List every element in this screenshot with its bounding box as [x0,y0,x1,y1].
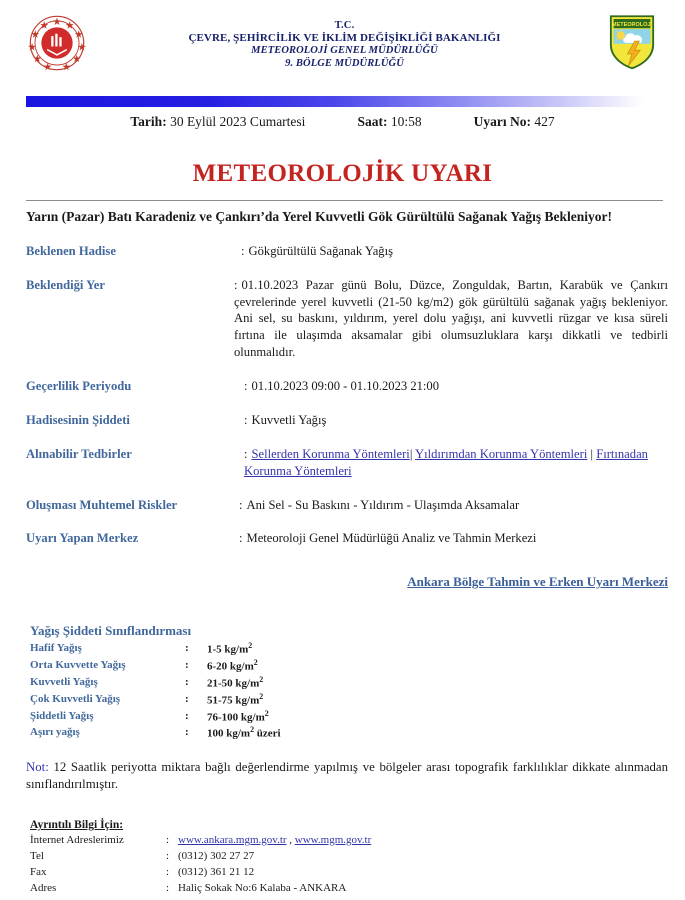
header-line-region: 9. BÖLGE MÜDÜRLÜĞÜ [285,57,404,69]
meta-date [130,114,305,130]
table-row [30,832,371,848]
website-separator: , [286,833,295,846]
footer-title: Ayrıntılı Bilgi İçin: [30,819,124,832]
classification-label-light: Hafif Yağış [30,641,82,654]
meta-time [357,114,421,130]
ministry-emblem-logo [26,14,88,72]
classification-value-very-strong [207,691,281,708]
classification-value-extreme-suffix: üzeri [254,728,281,741]
classification-label-severe: Şiddetli Yağış [30,709,94,722]
text-possible-risks: Ani Sel - Su Baskını - Yıldırım - Ulaşımda Aksamalar [246,497,520,512]
classification-value-extreme-sup: 2 [250,725,255,735]
link-separator-2: | [590,446,594,461]
field-value-precautions [244,446,668,480]
classification-title: Yağış Şiddeti Sınıflandırması [30,623,192,639]
field-event-severity [26,412,668,429]
header-title-block [88,14,601,70]
note-label: Not: [26,760,49,775]
colon-expected-event: : [241,243,245,258]
document-meta-row [0,114,685,130]
header-line-directorate: METEOROLOJİ GENEL MÜDÜRLÜĞÜ [251,45,438,57]
colon-possible-risks: : [239,497,243,512]
classification-value-severe-sup: 2 [264,708,269,718]
field-precautions [26,446,668,480]
table-row [30,864,371,880]
classification-label-extreme: Aşırı yağış [30,726,80,739]
field-value-event-severity [244,412,668,429]
field-value-expected-event [241,243,668,260]
contact-colon-tel: : [166,849,170,862]
svg-text:METEOROLOJİ: METEOROLOJİ [611,21,653,28]
classification-colon-very-strong: : [185,692,189,705]
colon-precautions: : [244,446,248,461]
contact-label-address: Adres [30,881,57,894]
classification-colon-extreme: : [185,726,189,739]
link-ankara-forecast-center[interactable]: Ankara Bölge Tahmin ve Erken Uyarı Merkezi [407,574,668,590]
field-value-issuing-center [239,530,668,547]
meta-warning-number [474,114,555,130]
contact-label-tel: Tel [30,849,44,862]
classification-value-light-num: 1-5 kg/m [207,643,249,656]
table-row [30,848,371,864]
link-flood-protection[interactable]: Sellerden Korunma Yöntemleri [251,446,410,461]
header-line-ministry: ÇEVRE, ŞEHİRCİLİK VE İKLİM DEĞİŞİKLİĞİ BAKANLIĞI [188,32,501,45]
classification-colon-severe: : [185,709,189,722]
classification-value-extreme [207,725,281,742]
classification-value-light-sup: 2 [248,640,253,650]
contact-colon-address: : [166,881,170,894]
contact-label-fax: Fax [30,865,47,878]
classification-value-strong [207,674,281,691]
title-divider [26,200,663,201]
meta-warning-no-label: Uyarı No: [473,114,531,129]
field-possible-risks [26,497,668,514]
text-validity-period: 01.10.2023 09:00 - 01.10.2023 21:00 [251,379,440,394]
turkish-ministry-emblem-icon [28,14,86,72]
contact-colon-websites: : [166,833,170,846]
signature-row [26,573,668,591]
contact-value-websites [178,832,371,848]
field-label-expected-event: Beklenen Hadise [26,243,116,258]
classification-colon-moderate: : [185,658,189,671]
warning-subtitle: Yarın (Pazar) Batı Karadeniz ve Çankırı’da Yerel Kuvvetli Gök Gürültülü Sağanak Yağış Bekleniyor! [26,209,613,224]
link-mgm-website[interactable]: www.mgm.gov.tr [294,833,372,846]
warning-fields [26,243,668,548]
precipitation-classification-block [30,623,685,742]
classification-colon-light: : [185,641,189,654]
colon-validity-period: : [244,379,248,394]
note-text: 12 Saatlik periyotta miktara bağlı değerlendirme yapılmış ve bölgeler arası topografik farklılıklar dikkate alınmadan sınıflandırılmıştır. [26,760,668,792]
classification-value-very-strong-num: 51-75 kg/m [207,694,260,707]
contact-value-tel: (0312) 302 27 27 [178,849,255,862]
table-row [30,725,281,742]
meteoroloji-shield-icon [609,14,655,70]
table-row [30,691,281,708]
contact-colon-fax: : [166,865,170,878]
classification-value-strong-sup: 2 [259,674,264,684]
field-label-possible-risks: Oluşması Muhtemel Riskler [26,497,178,512]
table-row [30,880,371,896]
table-row [30,674,281,691]
colon-event-severity: : [244,412,248,427]
table-row [30,640,281,657]
classification-value-very-strong-sup: 2 [259,691,264,701]
contact-footer [30,819,685,896]
classification-value-extreme-num: 100 kg/m [207,728,251,741]
link-storm-protection[interactable]: Fırtınadan Korunma Yöntemleri [244,446,648,478]
contact-value-fax: (0312) 361 21 12 [178,865,255,878]
classification-value-severe-num: 76-100 kg/m [207,711,265,724]
table-row [30,657,281,674]
classification-table [30,640,281,742]
classification-label-very-strong: Çok Kuvvetli Yağış [30,692,121,705]
meteoroloji-logo [601,14,663,70]
field-label-precautions: Alınabilir Tedbirler [26,446,132,461]
classification-value-strong-num: 21-50 kg/m [207,677,260,690]
field-issuing-center [26,530,668,547]
meta-date-label: Tarih: [130,114,167,129]
classification-value-moderate [207,657,281,674]
classification-value-moderate-sup: 2 [253,657,258,667]
classification-value-light [207,640,281,657]
text-issuing-center: Meteoroloji Genel Müdürlüğü Analiz ve Tahmin Merkezi [246,531,537,546]
colon-expected-place: : [234,277,238,292]
field-value-possible-risks [239,497,668,514]
classification-value-severe [207,708,281,725]
text-expected-event: Gökgürültülü Sağanak Yağış [248,243,393,258]
colon-issuing-center: : [239,531,243,546]
classification-label-moderate: Orta Kuvvette Yağış [30,658,126,671]
document-header [0,0,685,92]
page-title: METEOROLOJİK UYARI [192,160,493,187]
field-validity-period [26,378,668,395]
meta-warning-no-value: 427 [534,114,555,129]
text-event-severity: Kuvvetli Yağış [251,412,327,427]
link-separator-1: | [409,446,413,461]
field-label-expected-place: Beklendiği Yer [26,277,105,292]
table-row [30,708,281,725]
header-gradient-divider [26,96,663,107]
contact-table [30,832,371,896]
field-expected-event [26,243,668,260]
classification-value-moderate-num: 6-20 kg/m [207,660,254,673]
contact-label-websites: İnternet Adreslerimiz [30,833,124,846]
link-ankara-mgm-website[interactable]: www.ankara.mgm.gov.tr [178,833,287,846]
field-label-issuing-center: Uyarı Yapan Merkez [26,531,139,546]
meta-time-label: Saat: [357,114,388,129]
header-line-tc: T.C. [334,20,355,31]
classification-colon-strong: : [185,675,189,688]
field-expected-place [26,277,668,361]
contact-value-address: Haliç Sokak No:6 Kalaba - ANKARA [178,881,347,894]
classification-note [26,759,668,793]
meta-time-value: 10:58 [390,114,422,129]
text-expected-place: 01.10.2023 Pazar günü Bolu, Düzce, Zonguldak, Bartın, Karabük ve Çankırı çevrelerinde yerel kuvvetli (21-50 kg/m2) gök gürültülü sağanak yağış bekleniyor. Ani sel, su baskını, yıldırım, yerel dolu yağışı, ani kuvvetli rüzgar ve kısa süreli fırtına ile ulaşımda aksamalar gibi olumsuzluklara karşı dikkatli ve tedbirli olunmalıdır. [234,277,668,360]
field-label-event-severity: Hadisesinin Şiddeti [26,412,130,427]
meta-date-value: 30 Eylül 2023 Cumartesi [170,114,306,129]
field-label-validity-period: Geçerlilik Periyodu [26,379,132,394]
link-lightning-protection[interactable]: Yıldırımdan Korunma Yöntemleri [415,446,588,461]
field-value-expected-place [234,277,668,361]
classification-label-strong: Kuvvetli Yağış [30,675,98,688]
field-value-validity-period [244,378,668,395]
